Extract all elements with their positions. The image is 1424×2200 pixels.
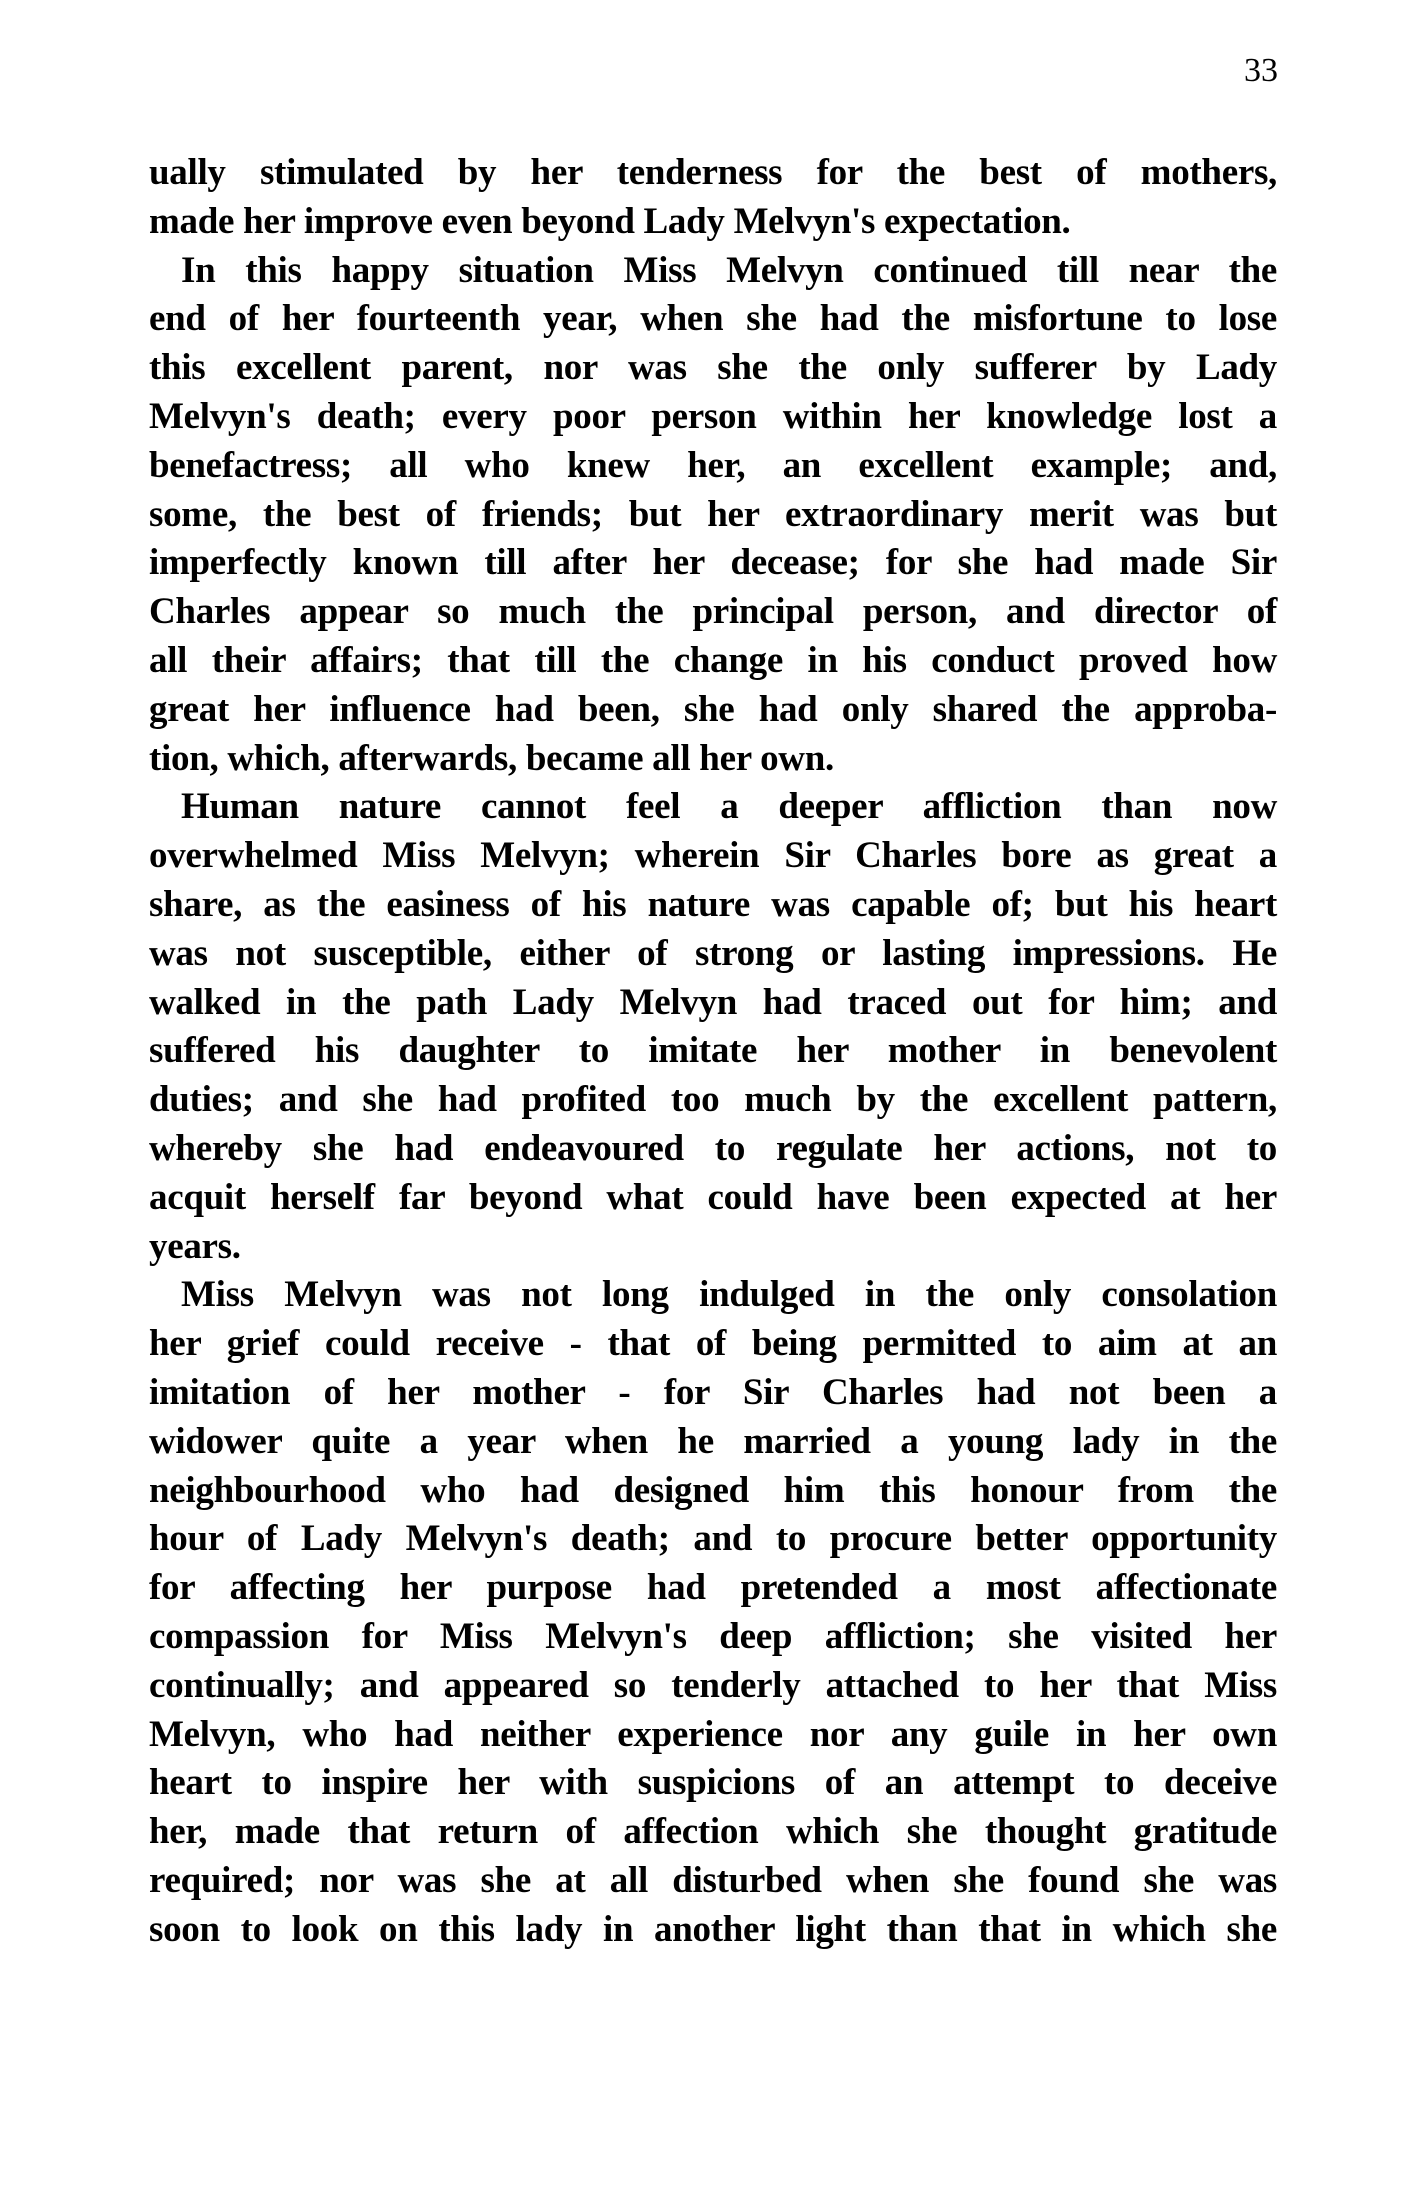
text-line: Human nature cannot feel a deeper affliction than now: [181, 786, 1277, 828]
text-line: her, made that return of affection which she thought gratitude: [149, 1811, 1277, 1853]
text-line: walked in the path Lady Melvyn had traced out for him; and: [149, 981, 1277, 1023]
text-line: In this happy situation Miss Melvyn continued till near the: [181, 249, 1277, 291]
text-line: benefactress; all who knew her, an excellent example; and,: [149, 444, 1277, 486]
text-line: years.: [149, 1225, 241, 1267]
text-line: all their affairs; that till the change in his conduct proved how: [149, 639, 1277, 681]
text-line: hour of Lady Melvyn's death; and to procure better opportunity: [149, 1518, 1277, 1560]
text-line: this excellent parent, nor was she the only sufferer by Lady: [149, 347, 1277, 389]
text-line: whereby she had endeavoured to regulate her actions, not to: [149, 1127, 1277, 1169]
text-line: Miss Melvyn was not long indulged in the only consolation: [181, 1274, 1277, 1316]
text-line: end of her fourteenth year, when she had the misfortune to lose: [149, 298, 1277, 340]
text-line: her grief could receive - that of being permitted to aim at an: [149, 1323, 1277, 1365]
text-line: Charles appear so much the principal person, and director of: [149, 591, 1277, 633]
page-number: 33: [1244, 52, 1278, 89]
text-line: imitation of her mother - for Sir Charles had not been a: [149, 1371, 1277, 1413]
text-line: continually; and appeared so tenderly attached to her that Miss: [149, 1664, 1277, 1706]
text-line: made her improve even beyond Lady Melvyn's expectation.: [149, 200, 1071, 242]
text-line: Melvyn's death; every poor person within her knowledge lost a: [149, 395, 1277, 437]
text-line: soon to look on this lady in another light than that in which she: [149, 1908, 1277, 1950]
text-line: neighbourhood who had designed him this honour from the: [149, 1469, 1277, 1511]
text-line: imperfectly known till after her decease; for she had made Sir: [149, 542, 1277, 584]
text-line: share, as the easiness of his nature was capable of; but his heart: [149, 883, 1277, 925]
text-line: Melvyn, who had neither experience nor any guile in her own: [149, 1713, 1277, 1755]
text-line: heart to inspire her with suspicions of an attempt to deceive: [149, 1762, 1277, 1804]
text-line: compassion for Miss Melvyn's deep affliction; she visited her: [149, 1615, 1277, 1657]
text-line: was not susceptible, either of strong or lasting impressions. He: [149, 932, 1277, 974]
text-line: overwhelmed Miss Melvyn; wherein Sir Charles bore as great a: [149, 835, 1277, 877]
body-text: [149, 149, 1277, 1954]
text-line: tion, which, afterwards, became all her own.: [149, 737, 834, 779]
text-line: great her influence had been, she had only shared the approba-: [149, 688, 1277, 730]
text-line: widower quite a year when he married a young lady in the: [149, 1420, 1277, 1462]
text-line: required; nor was she at all disturbed when she found she was: [149, 1859, 1277, 1901]
text-line: suffered his daughter to imitate her mother in benevolent: [149, 1030, 1277, 1072]
text-line: for affecting her purpose had pretended a most affectionate: [149, 1567, 1277, 1609]
text-line: duties; and she had profited too much by the excellent pattern,: [149, 1079, 1277, 1121]
text-line: acquit herself far beyond what could have been expected at her: [149, 1176, 1277, 1218]
text-line: some, the best of friends; but her extraordinary merit was but: [149, 493, 1277, 535]
text-line: ually stimulated by her tenderness for the best of mothers,: [149, 152, 1277, 193]
